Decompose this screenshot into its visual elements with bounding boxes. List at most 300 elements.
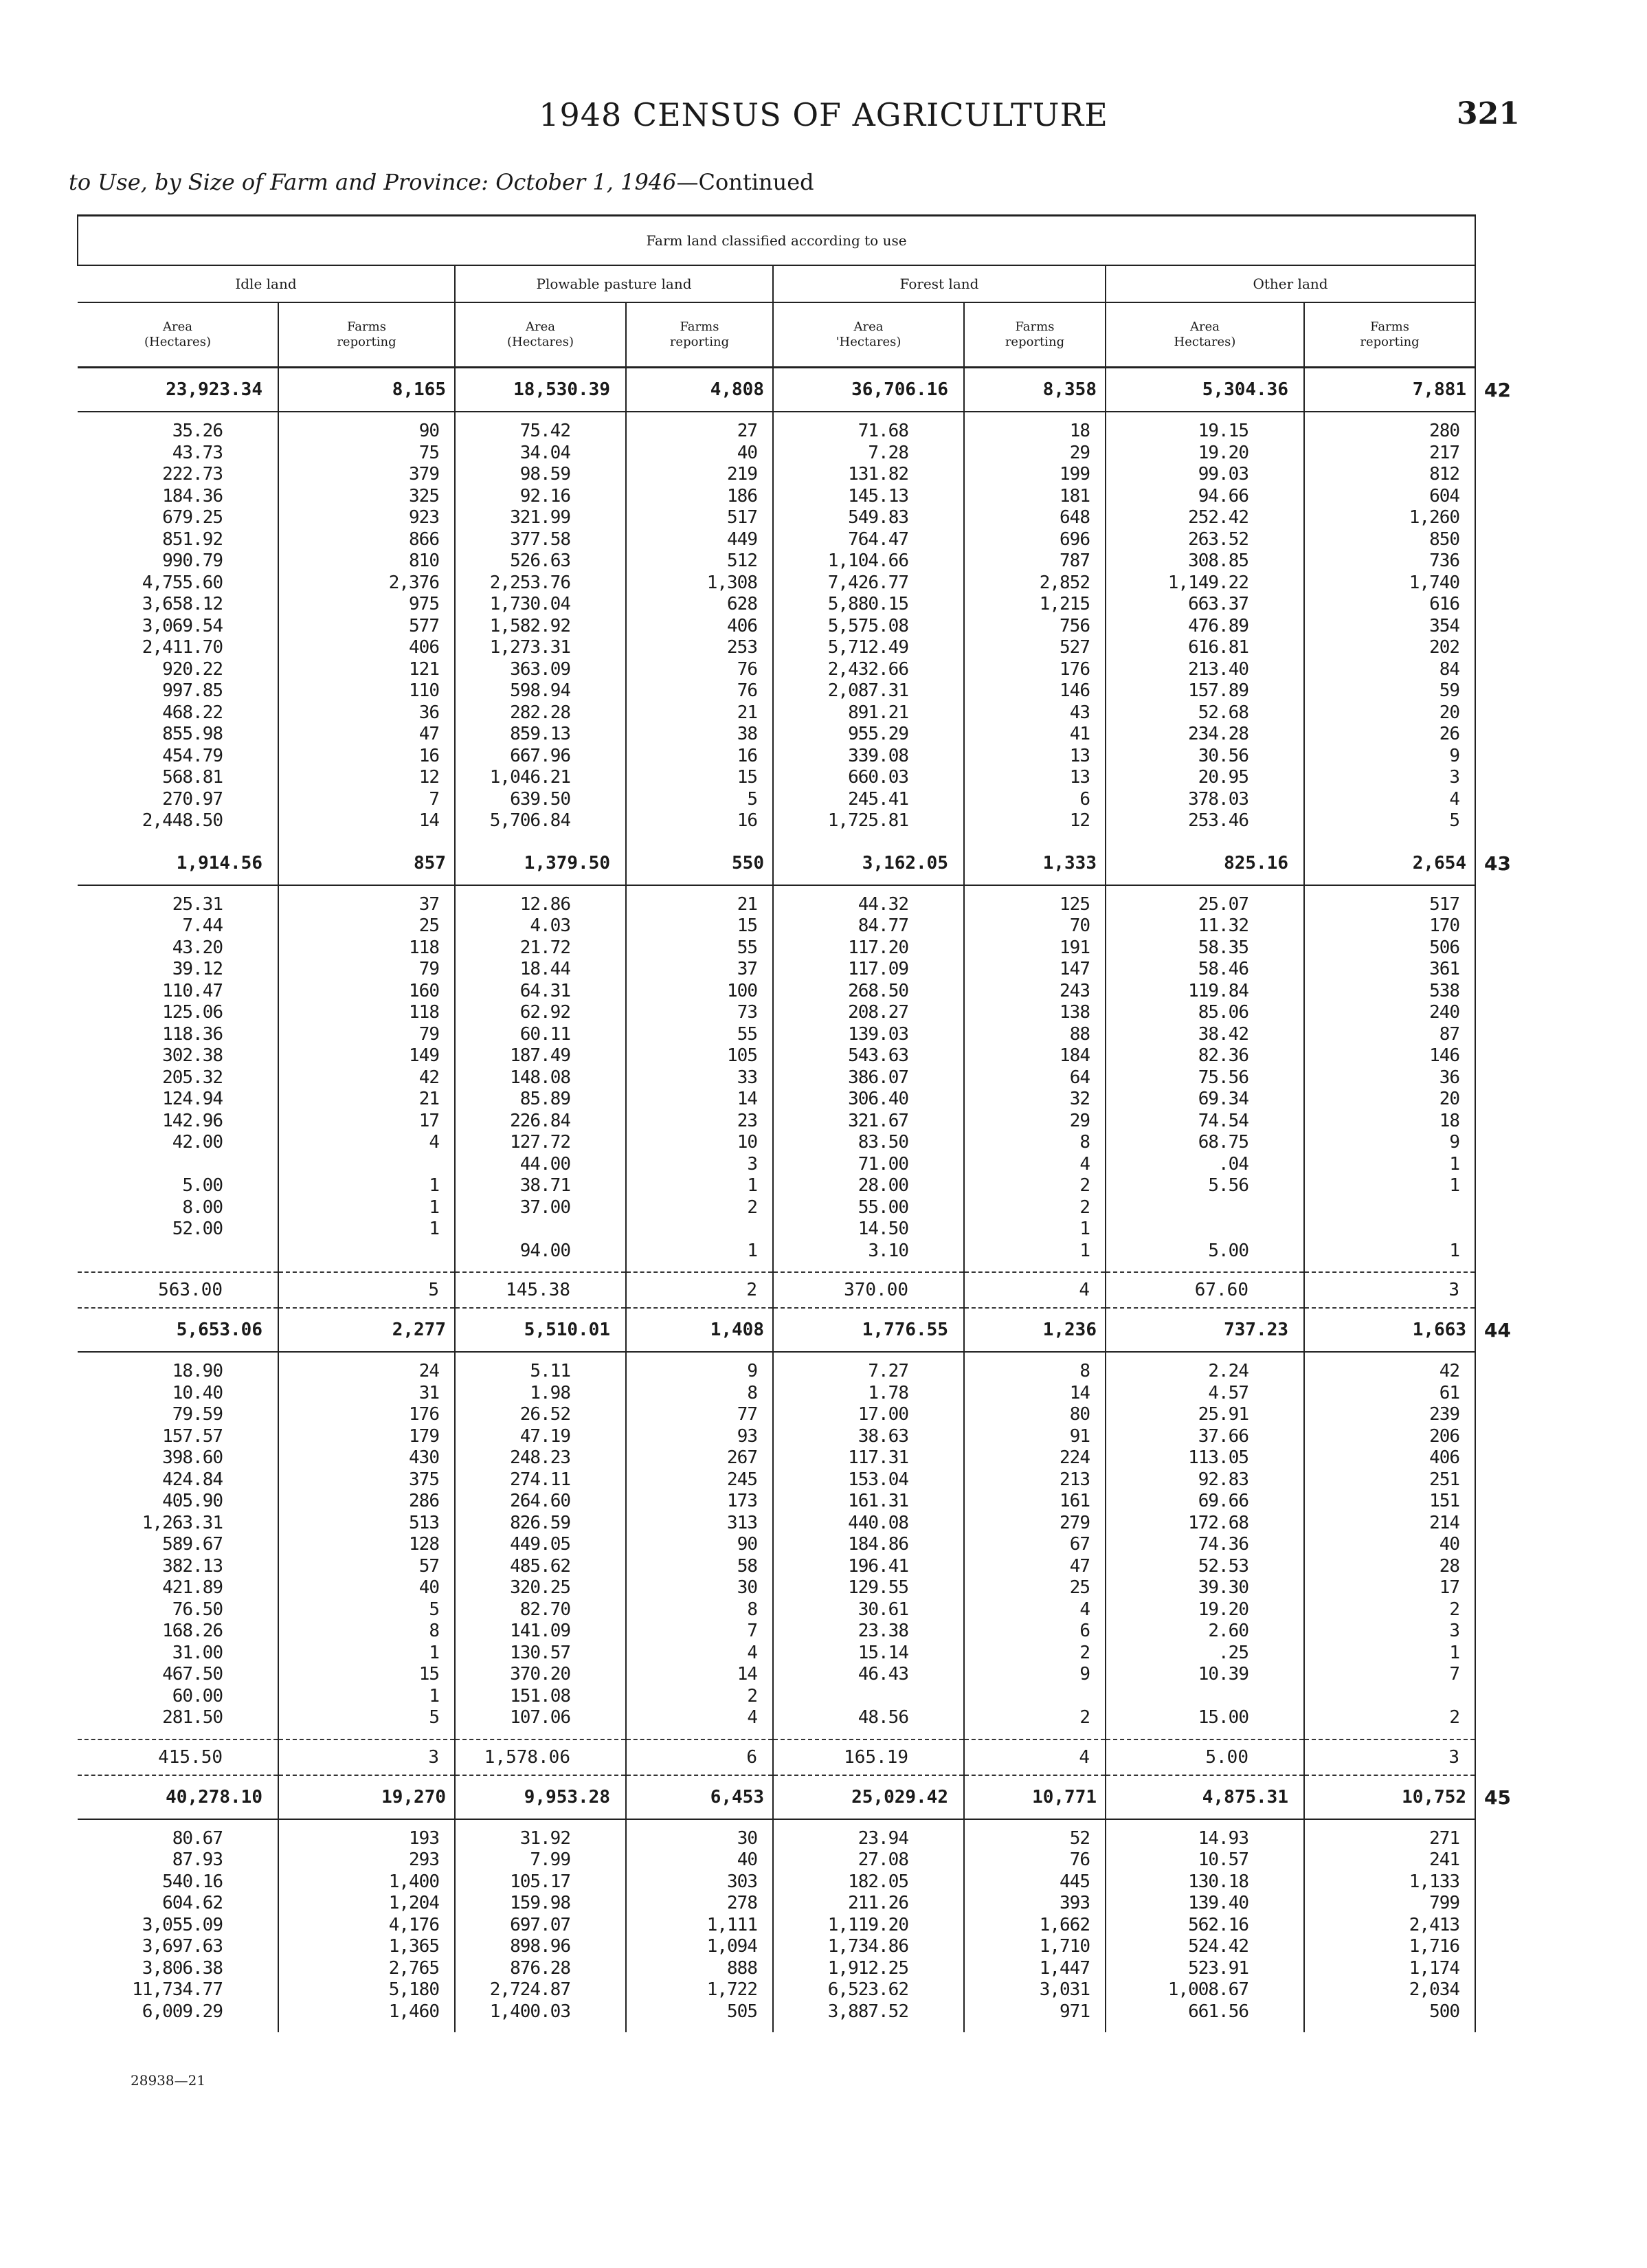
table-cell: 24 [418,1361,439,1381]
table-cell: 7 [429,788,439,810]
group-header-idle: Idle land [78,265,455,302]
table-cell: 430 [409,1447,439,1468]
table-cell: 5,880.15 [827,594,908,614]
table-cell: 2,087.31 [827,680,908,701]
table-cell: 161.31 [848,1491,908,1511]
table-cell: 40 [418,1577,439,1598]
table-cell: 173 [727,1491,757,1511]
table-cell: 213 [1060,1469,1090,1490]
table-cell: 193 [409,1827,439,1849]
table-cell: 29 [1069,1110,1090,1131]
group-header-plowable-pasture: Plowable pasture land [455,265,773,302]
total-cell: 6,453 [626,1775,773,1819]
detail-column [964,885,1106,1273]
row-number: 43 [1484,852,1511,875]
table-cell: 2,724.87 [489,1979,570,2000]
table-cell: 253.46 [1188,810,1248,831]
table-cell: 679.25 [162,507,223,528]
table-cell: 94.00 [519,1240,570,1261]
column-header: Area 'Hectares) [773,302,964,368]
print-code: 28938—21 [131,2072,206,2089]
table-cell: 213.40 [1188,658,1248,680]
table-cell: 3,697.63 [142,1936,223,1957]
table-subtitle [69,169,814,195]
extra-cell: 3 [1304,1739,1475,1775]
total-cell: 36,706.16 [773,368,964,412]
column-header: Area Hectares) [1106,302,1304,368]
total-row [78,1308,1475,1352]
table-cell: 30.56 [1198,745,1248,766]
table-cell: 117.20 [848,937,908,958]
table-cell: 184.36 [162,485,223,507]
table-cell: 3,055.09 [142,1914,223,1935]
table-cell: 1 [1449,1642,1460,1663]
table-cell: 131.82 [848,464,908,485]
table-cell: 110 [409,680,439,701]
table-cell: 157.89 [1188,680,1248,701]
table-cell: 46.43 [858,1664,908,1685]
table-cell: 118.36 [162,1023,223,1045]
table-cell: 37.66 [1198,1425,1248,1447]
table-cell: 58 [737,1555,757,1577]
table-cell: 58.46 [1198,959,1248,979]
table-cell: 379 [409,464,439,485]
table-cell: 1,133 [1409,1871,1460,1892]
extra-cell: 5.00 [1106,1739,1304,1775]
detail-column [1106,885,1304,1273]
table-cell: 271 [1429,1827,1460,1849]
table-cell: 308.85 [1188,551,1248,571]
table-cell: 9 [747,1361,757,1381]
table-cell: 240 [1429,1002,1460,1023]
table-cell: 141.09 [510,1621,570,1641]
table-cell: 75.42 [519,421,570,441]
group-header-forest: Forest land [773,265,1106,302]
table-cell: 80 [1069,1404,1090,1425]
table-cell: 1,263.31 [142,1512,223,1533]
table-cell: 43.73 [172,442,223,463]
table-cell: 697.07 [510,1914,570,1935]
table-cell: 898.96 [510,1936,570,1957]
table-cell: 667.96 [510,745,570,766]
table-cell: 19.15 [1198,421,1248,441]
detail-column [626,412,773,842]
table-cell: 10.57 [1198,1849,1248,1870]
table-cell: 526.63 [510,551,570,571]
table-cell: 18 [1069,421,1090,441]
table-cell: 1,912.25 [827,1957,908,1979]
table-cell: 4 [1449,788,1460,810]
table-cell: 7,426.77 [827,572,908,593]
table-cell: 30 [737,1577,757,1598]
table-cell: 616 [1429,594,1460,614]
table-cell [78,1241,223,1263]
total-cell: 2,277 [278,1308,455,1352]
table-cell: 105 [727,1045,757,1066]
table-cell: 449 [727,529,757,550]
extra-cell: 415.50 [78,1739,278,1775]
table-cell: 226.84 [510,1110,570,1131]
table-cell: 467.50 [162,1664,223,1685]
table-cell: 406 [727,615,757,636]
detail-column [626,885,773,1273]
table-cell: 55 [737,937,757,958]
agriculture-table [77,214,1476,2032]
table-cell: 2,413 [1409,1914,1460,1935]
table-cell: 43 [1069,702,1090,723]
table-cell: 2,852 [1039,572,1090,593]
table-cell: 1,094 [706,1936,757,1957]
table-cell: 25 [1069,1577,1090,1598]
table-cell: 93 [737,1425,757,1447]
table-cell: 37.00 [519,1197,570,1218]
table-cell [774,1686,908,1708]
table-cell: 208.27 [848,1002,908,1023]
table-cell: 23.94 [858,1827,908,1849]
table-cell: 764.47 [848,529,908,550]
table-cell: 876.28 [510,1957,570,1979]
table-cell: 3,069.54 [142,615,223,636]
table-cell: 616.81 [1188,637,1248,658]
table-cell: 756 [1060,615,1090,636]
detail-column [78,1819,278,2033]
table-cell: 2 [1079,1175,1090,1196]
total-cell: 1,333 [964,842,1106,885]
table-cell: 361 [1429,959,1460,979]
detail-column [78,412,278,842]
table-cell: 30.61 [858,1599,908,1620]
extra-cell: 165.19 [773,1739,964,1775]
table-cell: 3,887.52 [827,2001,908,2022]
table-cell: 110.47 [162,980,223,1001]
table-cell: 386.07 [848,1067,908,1088]
table-cell: 975 [409,594,439,614]
table-cell: 8 [747,1599,757,1620]
column-header: Area (Hectares) [78,302,278,368]
table-cell: 25.31 [172,893,223,915]
detail-column [964,1819,1106,2033]
table-cell: 1,174 [1409,1957,1460,1979]
table-cell: 1 [429,1197,439,1218]
table-cell: 184 [1060,1045,1090,1066]
table-cell: 119.84 [1188,980,1248,1001]
table-cell: 8.00 [182,1197,223,1218]
table-cell: 851.92 [162,529,223,550]
table-cell: 26.52 [519,1404,570,1425]
table-cell: 6 [1079,1621,1090,1641]
super-header: Farm land classified according to use [78,216,1475,266]
table-cell: 812 [1429,464,1460,485]
detail-column [278,1352,455,1739]
total-cell: 737.23 [1106,1308,1304,1352]
table-cell: 47 [418,724,439,744]
table-cell: 2,034 [1409,1979,1460,2000]
table-cell [627,1219,757,1241]
table-cell: 263.52 [1188,529,1248,550]
group-header-other: Other land [1106,265,1475,302]
table-cell: 118 [409,1002,439,1023]
table-cell: 84 [1439,658,1460,680]
table-cell [1106,1197,1248,1219]
table-cell: 5 [747,788,757,810]
table-cell: 9 [1079,1664,1090,1685]
table-cell: 1,400.03 [489,2001,570,2022]
extra-row [78,1739,1475,1775]
table-cell: 424.84 [162,1469,223,1490]
table-cell: 17.00 [858,1404,908,1425]
table-cell: 139.03 [848,1023,908,1045]
table-cell: 38.71 [519,1175,570,1196]
table-cell: 172.68 [1188,1512,1248,1533]
table-cell: 113.05 [1188,1447,1248,1468]
table-cell: 26 [1439,724,1460,744]
table-cell: 196.41 [848,1555,908,1577]
table-cell: 245 [727,1469,757,1490]
table-cell: 37 [737,959,757,979]
table-cell: 47.19 [519,1425,570,1447]
table-cell: 75.56 [1198,1067,1248,1088]
table-cell: 1 [1449,1175,1460,1196]
table-cell: 313 [727,1512,757,1533]
table-cell: 505 [727,2001,757,2022]
total-cell: 1,914.56 [78,842,278,885]
table-cell: 5.56 [1208,1175,1248,1196]
table-cell: 1.78 [868,1382,908,1403]
total-cell: 4,875.31 [1106,1775,1304,1819]
table-cell: 21 [737,893,757,915]
detail-column [1304,885,1475,1273]
table-cell: 61 [1439,1382,1460,1403]
table-cell: 920.22 [162,658,223,680]
table-cell: 14 [1069,1382,1090,1403]
subtitle-italic: to Use, by Size of Farm and Province: October 1, 1946 [69,169,677,195]
table-cell: 5,180 [388,1979,439,2000]
table-cell: 888 [727,1957,757,1979]
detail-column [1106,412,1304,842]
table-cell: 1,008.67 [1167,1979,1248,2000]
table-cell: 71.00 [858,1153,908,1175]
table-cell: 14 [737,1664,757,1685]
table-cell: 12.86 [519,893,570,915]
table-cell: 589.67 [162,1534,223,1555]
table-cell: 40 [1439,1534,1460,1555]
table-cell: 85.06 [1198,1002,1248,1023]
table-cell: 239 [1429,1404,1460,1425]
table-cell: 517 [1429,893,1460,915]
detail-column [455,1819,626,2033]
table-cell: 206 [1429,1425,1460,1447]
table-cell: 1,260 [1409,507,1460,528]
extra-cell: 145.38 [455,1272,626,1308]
table-cell: 161 [1060,1491,1090,1511]
table-cell: 375 [409,1469,439,1490]
table-cell: 70 [1069,915,1090,936]
table-cell: 1,725.81 [827,810,908,831]
table-cell: 1,722 [706,1979,757,2000]
detail-block [78,1352,1475,1739]
table-cell: 1,662 [1039,1914,1090,1935]
table-cell: 363.09 [510,658,570,680]
table-cell: 9 [1449,1132,1460,1153]
table-cell [965,1686,1090,1708]
table-cell: 202 [1429,637,1460,658]
table-cell: 74.36 [1198,1534,1248,1555]
extra-cell: 2 [626,1272,773,1308]
table-cell: 76 [737,680,757,701]
table-cell: 5 [429,1599,439,1620]
extra-cell: 4 [964,1272,1106,1308]
table-cell: 38.42 [1198,1023,1248,1045]
table-cell: 146 [1060,680,1090,701]
table-cell: 11,734.77 [132,1979,223,2000]
table-cell: 696 [1060,529,1090,550]
table-cell: 100 [727,980,757,1001]
table-cell: 826.59 [510,1512,570,1533]
table-cell: 2 [747,1685,757,1706]
row-number: 42 [1484,378,1511,401]
table-cell: 105.17 [510,1871,570,1892]
table-cell: 149 [409,1045,439,1066]
table-cell: 40 [737,1849,757,1870]
table-cell: 15 [737,915,757,936]
extra-row [78,1272,1475,1308]
detail-block [78,885,1475,1273]
table-cell: 92.16 [519,485,570,507]
table-cell: 3,806.38 [142,1957,223,1979]
extra-cell: 563.00 [78,1272,278,1308]
table-cell: 87 [1439,1023,1460,1045]
table-cell: 1,308 [706,572,757,593]
table-cell: 476.89 [1188,615,1248,636]
table-cell: 21 [737,702,757,723]
table-cell: 866 [409,529,439,550]
table-cell: 15.00 [1198,1707,1248,1728]
extra-cell: 3 [1304,1272,1475,1308]
table-cell: 253 [727,637,757,658]
table-cell: 1,204 [388,1893,439,1913]
detail-column [455,885,626,1273]
table-cell: 293 [409,1849,439,1870]
detail-column [455,1352,626,1739]
table-cell: 11.32 [1198,915,1248,936]
table-cell: 90 [737,1534,757,1555]
table-cell: 1 [747,1175,757,1196]
table-cell: .25 [1218,1642,1248,1663]
table-cell: 76 [1069,1849,1090,1870]
table-cell: 79.59 [172,1404,223,1425]
page-title: 1948 CENSUS OF AGRICULTURE [539,96,1108,133]
table-cell: 82.36 [1198,1045,1248,1066]
table-cell: 4 [429,1132,439,1153]
table-cell: 1,046.21 [489,767,570,788]
table-cell: 211.26 [848,1893,908,1913]
table-cell: 1,400 [388,1871,439,1892]
table-cell: 15.14 [858,1642,908,1663]
table-cell: 14.93 [1198,1827,1248,1849]
table-cell: 468.22 [162,702,223,723]
total-cell: 1,408 [626,1308,773,1352]
table-cell [456,1219,570,1241]
table-cell: 500 [1429,2001,1460,2022]
table-cell: 30 [737,1827,757,1849]
table-cell: 88 [1069,1023,1090,1045]
table-cell: 28 [1439,1555,1460,1577]
table-cell: 1,273.31 [489,637,570,658]
table-cell: 393 [1060,1893,1090,1913]
table-cell: 661.56 [1188,2001,1248,2022]
detail-block [78,1819,1475,2033]
table-cell: 2 [1079,1197,1090,1218]
table-cell: 13 [1069,745,1090,766]
table-cell [279,1241,439,1263]
subtitle-continued: —Continued [676,169,814,195]
table-cell: 52.68 [1198,702,1248,723]
table-cell: 810 [409,551,439,571]
table-cell: 23.38 [858,1621,908,1641]
table-cell: 5.00 [1208,1240,1248,1261]
table-cell: 321.99 [510,507,570,528]
table-cell: 513 [409,1512,439,1533]
table-cell: 2,765 [388,1957,439,1979]
table-cell: 1 [1079,1240,1090,1261]
table-cell: 18.44 [519,959,570,979]
table-cell: 5 [429,1707,439,1728]
table-cell: 31.92 [519,1827,570,1849]
extra-cell: 3 [278,1739,455,1775]
table-cell: 76 [737,658,757,680]
table-cell: 787 [1060,551,1090,571]
total-cell: 9,953.28 [455,1775,626,1819]
table-cell: 1,460 [388,2001,439,2022]
table-cell: 3,658.12 [142,594,223,614]
table-cell: 1 [429,1175,439,1196]
table-cell: 55 [737,1023,757,1045]
table-cell: 23 [737,1110,757,1131]
table-cell: 14 [418,810,439,831]
table-cell: 67 [1069,1534,1090,1555]
column-header: Farms reporting [1304,302,1475,368]
table-cell: 160 [409,980,439,1001]
total-row [78,842,1475,885]
total-cell: 8,358 [964,368,1106,412]
table-cell: 99.03 [1198,464,1248,485]
table-cell: 107.06 [510,1707,570,1728]
table-cell: 280 [1429,421,1460,441]
table-cell: 281.50 [162,1707,223,1728]
table-cell: 191 [1060,937,1090,958]
total-cell: 857 [278,842,455,885]
table-cell: 138 [1060,1002,1090,1023]
total-cell: 5,510.01 [455,1308,626,1352]
table-cell: 16 [737,745,757,766]
table-cell: 538 [1429,980,1460,1001]
table-cell: 31.00 [172,1642,223,1663]
table-cell: 118 [409,937,439,958]
table-cell: 270.97 [162,788,223,810]
table-cell: 5,706.84 [489,810,570,831]
table-cell: 48.56 [858,1707,908,1728]
table-cell: 130.57 [510,1642,570,1663]
table-cell: 241 [1429,1849,1460,1870]
detail-column [773,412,964,842]
detail-column [78,885,278,1273]
table-cell: 990.79 [162,551,223,571]
table-cell: 445 [1060,1871,1090,1892]
extra-cell: 5 [278,1272,455,1308]
table-cell: 25 [418,915,439,936]
table-cell: 303 [727,1871,757,1892]
table-cell: 147 [1060,959,1090,979]
